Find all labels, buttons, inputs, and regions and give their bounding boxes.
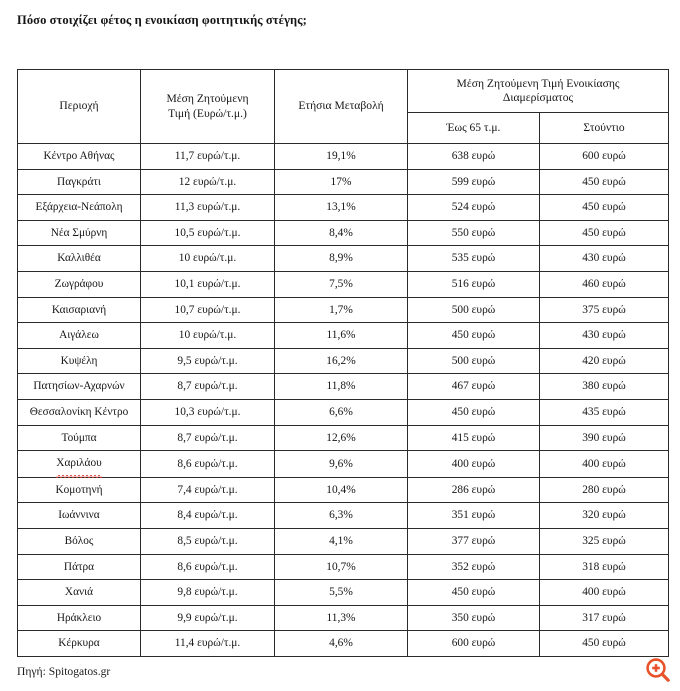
cell-average-price: 10,3 ευρώ/τ.μ. bbox=[141, 399, 275, 425]
cell-studio: 325 ευρώ bbox=[540, 528, 669, 554]
cell-studio: 320 ευρώ bbox=[540, 503, 669, 529]
cell-annual-change: 11,6% bbox=[275, 323, 408, 349]
cell-upto-65sqm: 415 ευρώ bbox=[408, 425, 540, 451]
table-row bbox=[18, 631, 669, 657]
cell-studio: 375 ευρώ bbox=[540, 297, 669, 323]
cell-upto-65sqm: 450 ευρώ bbox=[408, 323, 540, 349]
table-row bbox=[18, 580, 669, 606]
cell-annual-change: 13,1% bbox=[275, 195, 408, 221]
cell-region: Κέρκυρα bbox=[18, 631, 141, 657]
cell-average-price: 11,4 ευρώ/τ.μ. bbox=[141, 631, 275, 657]
table-row bbox=[18, 348, 669, 374]
cell-studio: 600 ευρώ bbox=[540, 144, 669, 170]
cell-region: Βόλος bbox=[18, 528, 141, 554]
cell-studio: 400 ευρώ bbox=[540, 451, 669, 478]
cell-annual-change: 16,2% bbox=[275, 348, 408, 374]
table-header-row-main bbox=[18, 70, 669, 113]
source-note: Πηγή: Spitogatos.gr bbox=[17, 665, 111, 678]
cell-average-price: 8,7 ευρώ/τ.μ. bbox=[141, 374, 275, 400]
cell-region: Θεσσαλονίκη Κέντρο bbox=[18, 399, 141, 425]
cell-studio: 420 ευρώ bbox=[540, 348, 669, 374]
cell-studio: 435 ευρώ bbox=[540, 399, 669, 425]
cell-studio: 450 ευρώ bbox=[540, 220, 669, 246]
cell-upto-65sqm: 350 ευρώ bbox=[408, 605, 540, 631]
cell-upto-65sqm: 524 ευρώ bbox=[408, 195, 540, 221]
cell-studio: 280 ευρώ bbox=[540, 477, 669, 503]
zoom-in-magnifier-icon[interactable] bbox=[643, 655, 673, 685]
cell-annual-change: 8,4% bbox=[275, 220, 408, 246]
cell-annual-change: 10,4% bbox=[275, 477, 408, 503]
cell-upto-65sqm: 450 ευρώ bbox=[408, 399, 540, 425]
student-rent-table bbox=[17, 69, 669, 657]
cell-region: Κομοτηνή bbox=[18, 477, 141, 503]
table-row bbox=[18, 605, 669, 631]
table-body bbox=[18, 144, 669, 657]
cell-studio: 318 ευρώ bbox=[540, 554, 669, 580]
cell-average-price: 10,1 ευρώ/τ.μ. bbox=[141, 271, 275, 297]
table-row bbox=[18, 554, 669, 580]
cell-average-price: 11,7 ευρώ/τ.μ. bbox=[141, 144, 275, 170]
cell-annual-change: 12,6% bbox=[275, 425, 408, 451]
table-row bbox=[18, 503, 669, 529]
cell-region: Νέα Σμύρνη bbox=[18, 220, 141, 246]
table-row bbox=[18, 451, 669, 478]
cell-average-price: 10 ευρώ/τ.μ. bbox=[141, 246, 275, 272]
column-header-apartment-rent-line2: Διαμερίσματος bbox=[502, 91, 574, 104]
cell-region: Πατησίων-Αχαρνών bbox=[18, 374, 141, 400]
cell-average-price: 9,9 ευρώ/τ.μ. bbox=[141, 605, 275, 631]
cell-average-price: 8,4 ευρώ/τ.μ. bbox=[141, 503, 275, 529]
rent-table-container bbox=[17, 69, 668, 657]
column-header-annual-change: Ετήσια Μεταβολή bbox=[275, 70, 408, 144]
table-row bbox=[18, 169, 669, 195]
cell-upto-65sqm: 600 ευρώ bbox=[408, 631, 540, 657]
table-row bbox=[18, 425, 669, 451]
column-header-average-price-line1: Μέση Ζητούμενη bbox=[166, 92, 249, 106]
cell-region: Κέντρο Αθήνας bbox=[18, 144, 141, 170]
cell-studio: 430 ευρώ bbox=[540, 323, 669, 349]
table-row bbox=[18, 374, 669, 400]
cell-average-price: 8,7 ευρώ/τ.μ. bbox=[141, 425, 275, 451]
cell-studio: 317 ευρώ bbox=[540, 605, 669, 631]
cell-region: Πάτρα bbox=[18, 554, 141, 580]
column-header-average-price-line2: Τιμή (Ευρώ/τ.μ.) bbox=[168, 106, 247, 120]
column-header-region: Περιοχή bbox=[18, 70, 141, 144]
cell-upto-65sqm: 500 ευρώ bbox=[408, 297, 540, 323]
cell-region: Ζωγράφου bbox=[18, 271, 141, 297]
table-row bbox=[18, 528, 669, 554]
cell-annual-change: 4,1% bbox=[275, 528, 408, 554]
cell-upto-65sqm: 550 ευρώ bbox=[408, 220, 540, 246]
cell-annual-change: 4,6% bbox=[275, 631, 408, 657]
cell-annual-change: 11,3% bbox=[275, 605, 408, 631]
column-header-apartment-rent-line1: Μέση Ζητούμενη Τιμή Ενοικίασης bbox=[456, 76, 620, 90]
column-header-upto-65sqm: Έως 65 τ.μ. bbox=[408, 113, 540, 144]
cell-average-price: 10,7 ευρώ/τ.μ. bbox=[141, 297, 275, 323]
cell-average-price: 10 ευρώ/τ.μ. bbox=[141, 323, 275, 349]
cell-region: Ιωάννινα bbox=[18, 503, 141, 529]
table-row bbox=[18, 477, 669, 503]
page-title: Πόσο στοιχίζει φέτος η ενοικίαση φοιτητικής στέγης; bbox=[17, 13, 307, 27]
table-row bbox=[18, 246, 669, 272]
cell-annual-change: 9,6% bbox=[275, 451, 408, 478]
cell-studio: 390 ευρώ bbox=[540, 425, 669, 451]
cell-average-price: 8,5 ευρώ/τ.μ. bbox=[141, 528, 275, 554]
cell-upto-65sqm: 467 ευρώ bbox=[408, 374, 540, 400]
cell-average-price: 10,5 ευρώ/τ.μ. bbox=[141, 220, 275, 246]
cell-region: Αιγάλεω bbox=[18, 323, 141, 349]
cell-annual-change: 7,5% bbox=[275, 271, 408, 297]
cell-average-price: 8,6 ευρώ/τ.μ. bbox=[141, 451, 275, 478]
cell-annual-change: 17% bbox=[275, 169, 408, 195]
cell-average-price: 9,5 ευρώ/τ.μ. bbox=[141, 348, 275, 374]
cell-region bbox=[18, 451, 141, 478]
table-row bbox=[18, 297, 669, 323]
cell-region: Εξάρχεια-Νεάπολη bbox=[18, 195, 141, 221]
cell-average-price: 7,4 ευρώ/τ.μ. bbox=[141, 477, 275, 503]
cell-region: Κυψέλη bbox=[18, 348, 141, 374]
cell-studio: 380 ευρώ bbox=[540, 374, 669, 400]
cell-annual-change: 6,3% bbox=[275, 503, 408, 529]
cell-annual-change: 8,9% bbox=[275, 246, 408, 272]
cell-upto-65sqm: 599 ευρώ bbox=[408, 169, 540, 195]
column-header-studio: Στούντιο bbox=[540, 113, 669, 144]
cell-annual-change: 1,7% bbox=[275, 297, 408, 323]
cell-studio: 450 ευρώ bbox=[540, 195, 669, 221]
cell-upto-65sqm: 638 ευρώ bbox=[408, 144, 540, 170]
cell-average-price: 8,6 ευρώ/τ.μ. bbox=[141, 554, 275, 580]
cell-upto-65sqm: 535 ευρώ bbox=[408, 246, 540, 272]
table-row bbox=[18, 271, 669, 297]
cell-region: Χανιά bbox=[18, 580, 141, 606]
cell-average-price: 11,3 ευρώ/τ.μ. bbox=[141, 195, 275, 221]
cell-average-price: 12 ευρώ/τ.μ. bbox=[141, 169, 275, 195]
cell-studio: 450 ευρώ bbox=[540, 631, 669, 657]
cell-upto-65sqm: 377 ευρώ bbox=[408, 528, 540, 554]
cell-annual-change: 10,7% bbox=[275, 554, 408, 580]
column-header-average-price bbox=[141, 70, 275, 144]
cell-average-price: 9,8 ευρώ/τ.μ. bbox=[141, 580, 275, 606]
table-row bbox=[18, 144, 669, 170]
cell-upto-65sqm: 286 ευρώ bbox=[408, 477, 540, 503]
cell-region: Καλλιθέα bbox=[18, 246, 141, 272]
cell-upto-65sqm: 352 ευρώ bbox=[408, 554, 540, 580]
cell-region: Καισαριανή bbox=[18, 297, 141, 323]
column-header-apartment-rent-group bbox=[408, 70, 669, 113]
cell-studio: 450 ευρώ bbox=[540, 169, 669, 195]
cell-region: Τούμπα bbox=[18, 425, 141, 451]
table-header bbox=[18, 70, 669, 144]
cell-upto-65sqm: 500 ευρώ bbox=[408, 348, 540, 374]
spellcheck-underline: Χαριλάου bbox=[56, 451, 101, 477]
table-row bbox=[18, 195, 669, 221]
cell-upto-65sqm: 516 ευρώ bbox=[408, 271, 540, 297]
cell-region: Παγκράτι bbox=[18, 169, 141, 195]
table-row bbox=[18, 323, 669, 349]
cell-region: Ηράκλειο bbox=[18, 605, 141, 631]
cell-upto-65sqm: 351 ευρώ bbox=[408, 503, 540, 529]
cell-studio: 430 ευρώ bbox=[540, 246, 669, 272]
cell-annual-change: 6,6% bbox=[275, 399, 408, 425]
cell-annual-change: 19,1% bbox=[275, 144, 408, 170]
cell-studio: 460 ευρώ bbox=[540, 271, 669, 297]
cell-upto-65sqm: 450 ευρώ bbox=[408, 580, 540, 606]
table-row bbox=[18, 399, 669, 425]
table-row bbox=[18, 220, 669, 246]
cell-studio: 400 ευρώ bbox=[540, 580, 669, 606]
cell-annual-change: 5,5% bbox=[275, 580, 408, 606]
cell-upto-65sqm: 400 ευρώ bbox=[408, 451, 540, 478]
cell-annual-change: 11,8% bbox=[275, 374, 408, 400]
